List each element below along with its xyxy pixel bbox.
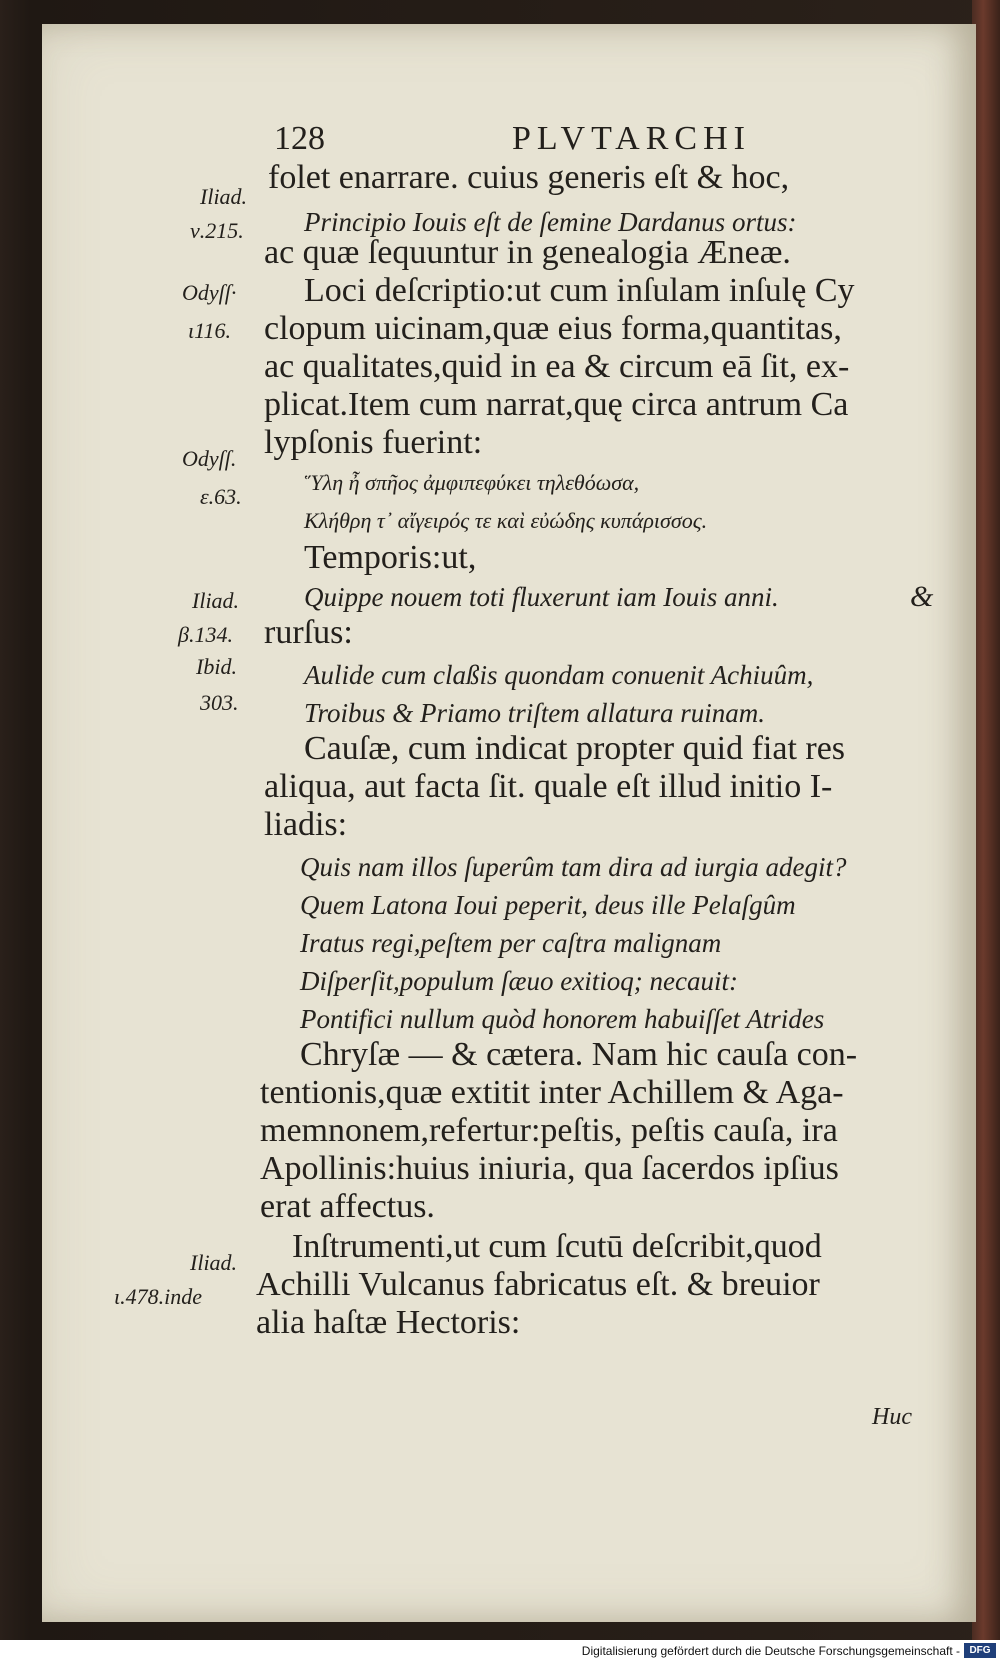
verse-line: Troibus & Priamo triſtem allatura ruinam. (304, 698, 766, 728)
text-line: Loci deſcriptio:ut cum inſulam inſulę Cy (304, 272, 855, 309)
text-line: Achilli Vulcanus fabricatus eſt. & breuior (256, 1266, 820, 1303)
margin-note: β.134. (178, 622, 233, 647)
text-line: liadis: (264, 806, 348, 843)
greek-verse-line: Κλήθρη τ᾽ αἴγειρός τε καὶ εὐώδης κυπάρισσος. (304, 508, 708, 533)
text-line: folet enarrare. cuius generis eſt & hoc, (268, 159, 790, 196)
text-line: Chryſæ — & cætera. Nam hic cauſa con- (300, 1036, 858, 1073)
margin-note: ι.478.inde (114, 1284, 202, 1309)
verse-line: Aulide cum claßis quondam conuenit Achiuûm, (304, 660, 814, 690)
text-line: Apollinis:huius iniuria, qua ſacerdos ipſius (260, 1150, 839, 1187)
text-line: alia haſtæ Hectoris: (256, 1304, 521, 1341)
inline-ampersand: & (910, 580, 934, 613)
text-line: memnonem,refertur:peſtis, peſtis cauſa, ira (260, 1112, 838, 1149)
verse-line: Pontifici nullum quòd honorem habuiſſet Atrides (300, 1004, 825, 1034)
margin-note: ν.215. (190, 218, 244, 243)
margin-note: Odyſſ. (182, 446, 237, 471)
margin-note: ε.63. (200, 484, 242, 509)
verse-line: Diſperſit,populum ſæuo exitioq; necauit: (300, 966, 738, 996)
text-line: ac qualitates,quid in ea & circum eā ſit, ex- (264, 348, 850, 385)
verse-line: Quippe nouem toti fluxerunt iam Iouis anni. (304, 582, 779, 612)
greek-verse-line: Ὕλη ἦ σπῆος ἀμφιπεφύκει τηλεθόωσα, (304, 470, 640, 495)
margin-note: Iliad. (190, 1250, 238, 1275)
footer-credit: Digitalisierung gefördert durch die Deutsche Forschungsgemeinschaft - (581, 1644, 960, 1658)
text-line: lypſonis fuerint: (264, 424, 483, 461)
margin-note: 303. (200, 690, 239, 715)
text-line: aliqua, aut facta ſit. quale eſt illud initio I- (264, 768, 833, 805)
book-page (42, 24, 976, 1622)
text-line: Temporis:ut, (304, 539, 477, 576)
verse-line: Quis nam illos ſuperûm tam dira ad iurgia adegit? (300, 852, 847, 882)
margin-note: Ibid. (196, 654, 237, 679)
text-line: ac quæ ſequuntur in genealogia Æneæ. (264, 234, 791, 271)
text-line: erat affectus. (260, 1188, 435, 1225)
running-head: PLVTARCHI (512, 120, 751, 157)
catchword: Huc (872, 1404, 912, 1430)
text-line: plicat.Item cum narrat,quę circa antrum Ca (264, 386, 849, 423)
verse-line: Principio Iouis eſt de ſemine Dardanus ortus: (304, 207, 797, 237)
text-line: Inſtrumenti,ut cum ſcutū deſcribit,quod (292, 1228, 822, 1265)
text-line: tentionis,quæ extitit inter Achillem & Aga- (260, 1074, 844, 1111)
verse-line: Iratus regi,peſtem per caſtra malignam (300, 928, 722, 958)
text-line: Cauſæ, cum indicat propter quid fiat res (304, 730, 846, 767)
dfg-logo: DFG (964, 1643, 996, 1658)
margin-note: Iliad. (192, 588, 240, 613)
verse-line: Quem Latona Ioui peperit, deus ille Pelaſgûm (300, 890, 796, 920)
margin-note: Iliad. (200, 184, 248, 209)
margin-note: Odyſſ· (182, 280, 237, 305)
margin-note: ι116. (188, 318, 231, 343)
text-line: rurſus: (264, 614, 353, 651)
text-line: clopum uicinam,quæ eius forma,quantitas, (264, 310, 842, 347)
page-number: 128 (274, 120, 325, 157)
book-spine-edge (972, 0, 1000, 1640)
digitization-footer (0, 1640, 1000, 1662)
